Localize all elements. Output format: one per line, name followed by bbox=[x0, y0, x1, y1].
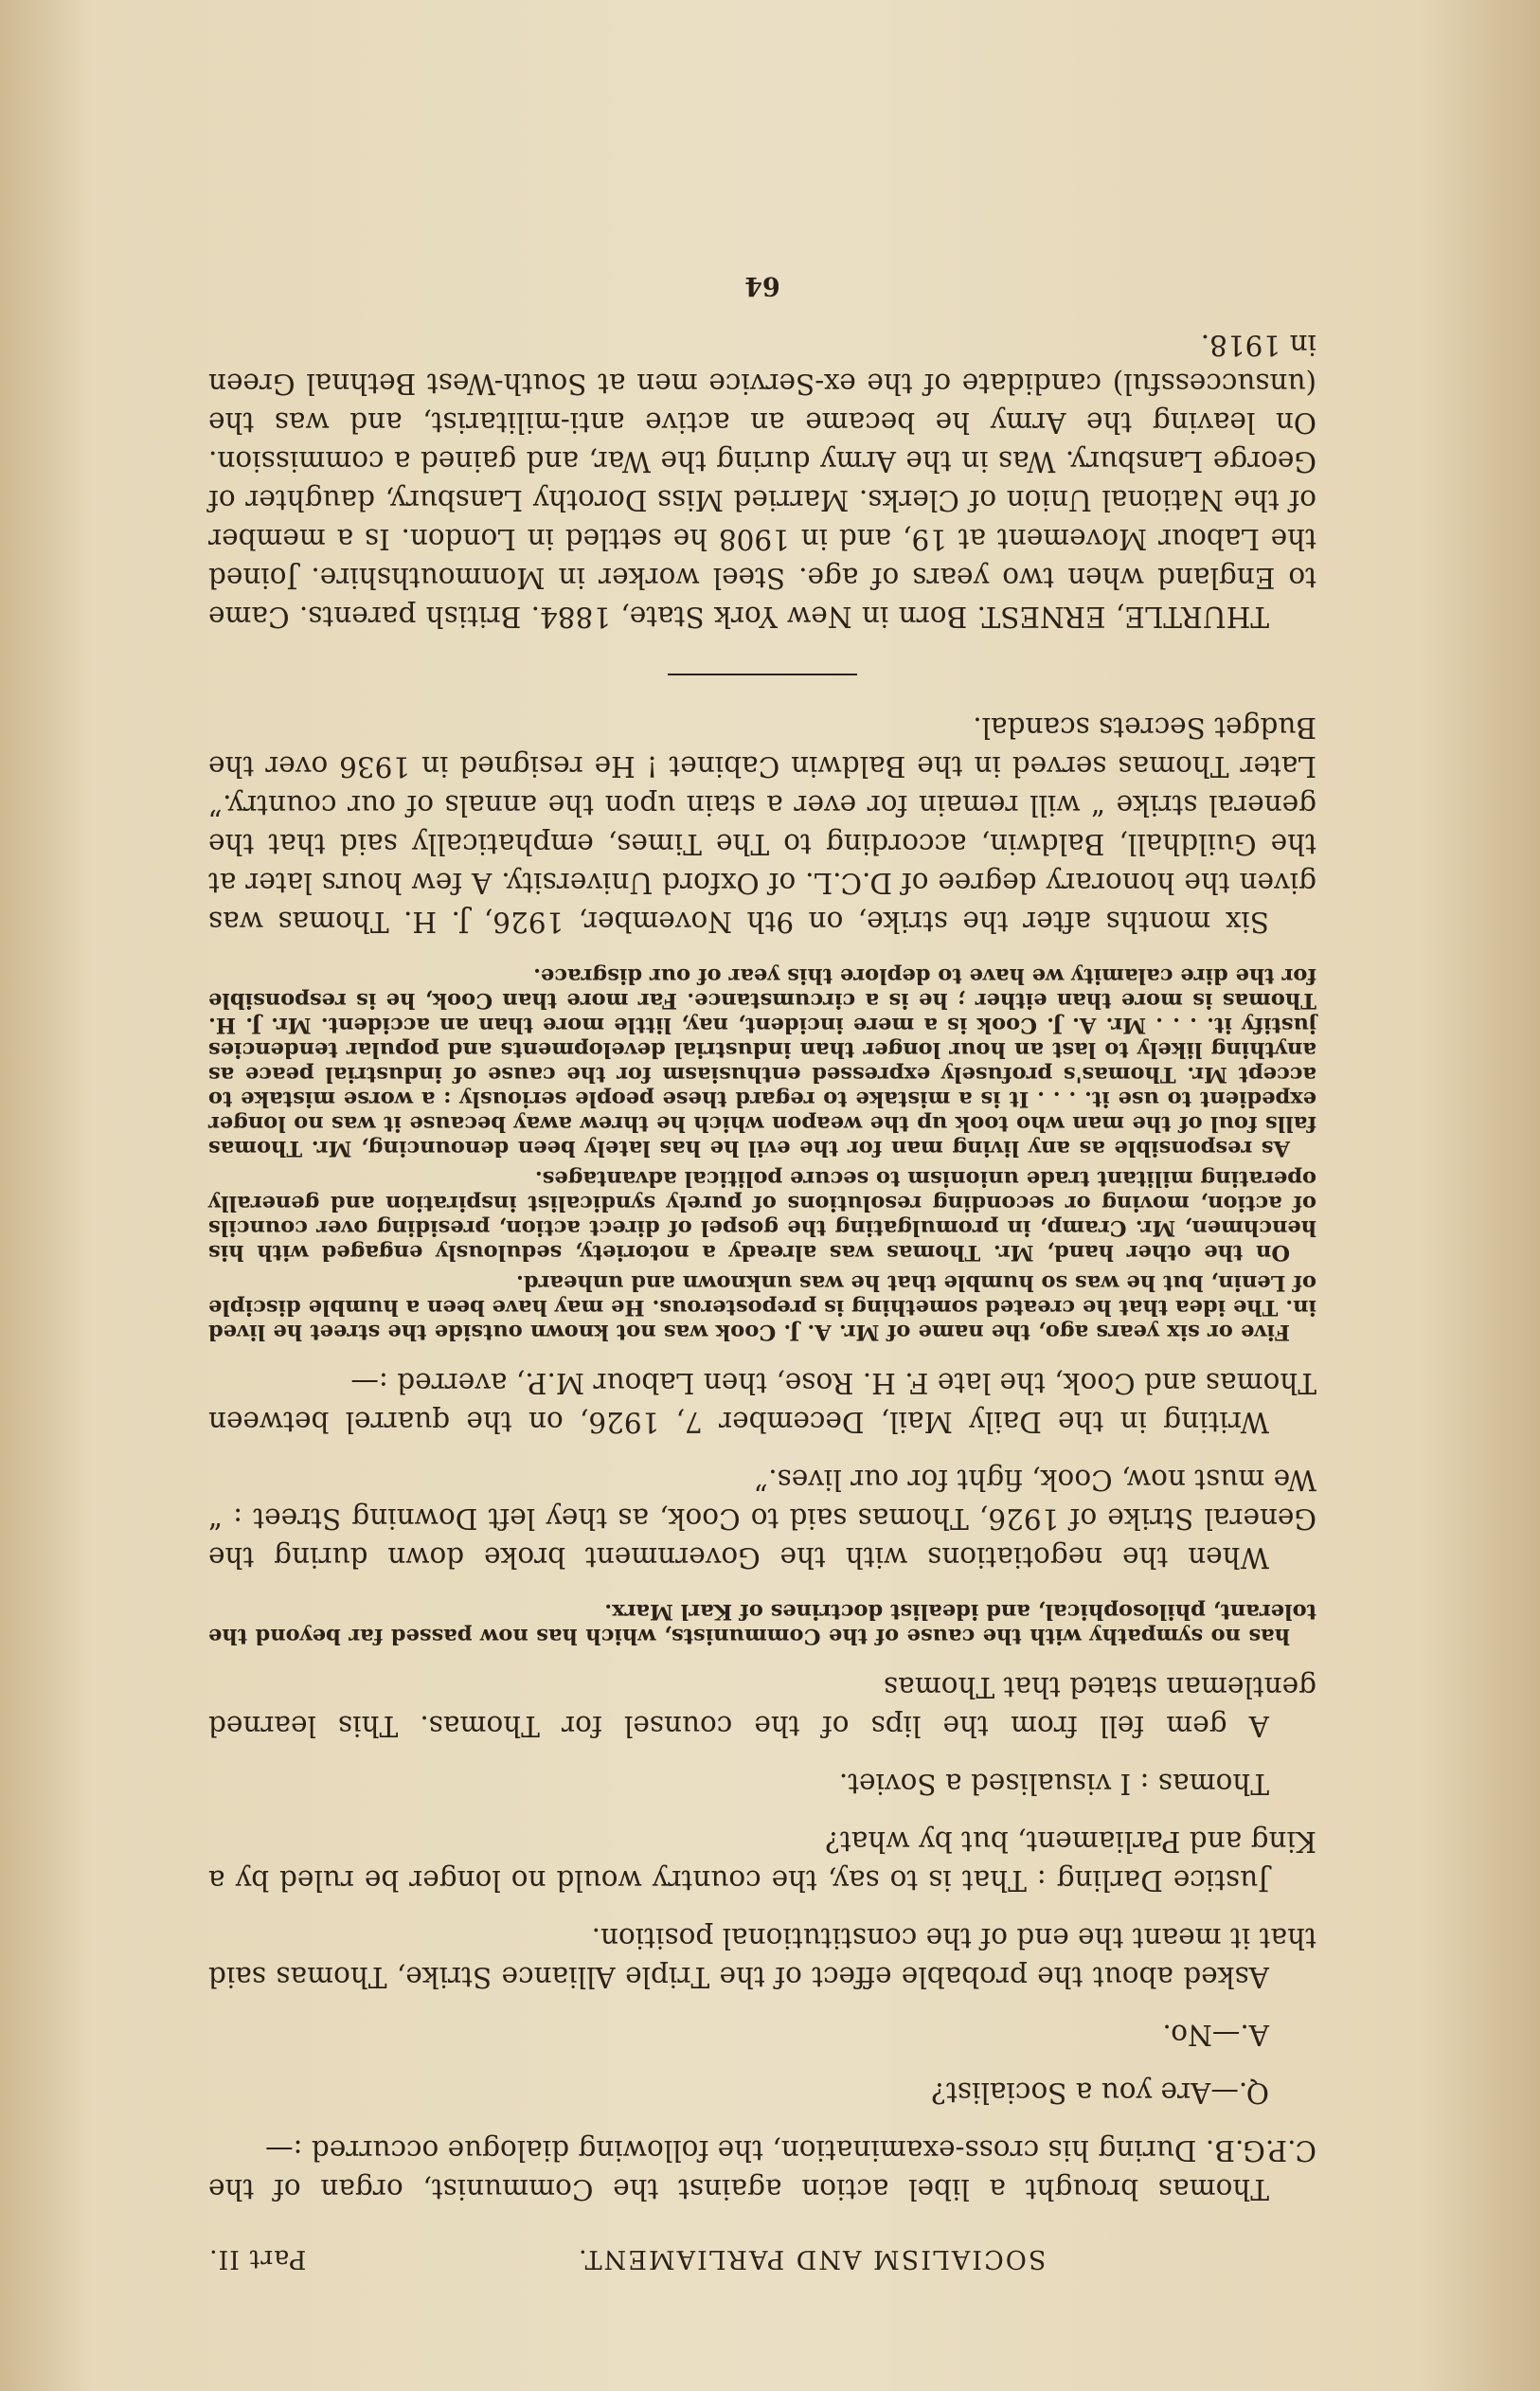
page-number: 64 bbox=[744, 271, 780, 300]
quote-responsible: As responsible as any living man for the evil he has lately been denouncing, Mr. Thomas falls foul of the man who took up the weapon which he threw away because it was no longer expedient to use it. . . . It is a mistake to regard these people seriously : a worse mistake to accept Mr. Thomas's profusely expressed enthusiasm for the cause of industrial peace as anything likely to last an hour longer than industrial developments and popular tendencies justify it. . . . Mr. A. J. Cook is a mere incident, nay, little more than an accident. Mr. J. H. Thomas is more than either ; he is a circumstance. Far more than Cook, he is responsible for the dire calamity we have to deplore this year of our disgrace. bbox=[208, 963, 1316, 1160]
quote-cook-unknown: Five or six years ago, the name of Mr. A. J. Cook was not known outside the street he lived in. The idea that he created something is preposterous. He may have been a humble disciple of Lenin, but he was so humble that he was unknown and unheard. bbox=[208, 1270, 1316, 1344]
running-head-part: Part II. bbox=[208, 2244, 307, 2274]
paragraph-counsel-gem: A gem fell from the lips of the counsel for Thomas. This learned gentleman stated that Thomas bbox=[208, 1671, 1316, 1742]
paragraph-justice-darling: Justice Darling : That is to say, the country would no longer be ruled by a King and Parliament, but by what? bbox=[208, 1825, 1316, 1897]
section-divider bbox=[668, 674, 857, 675]
paragraph-daily-mail: Writing in the Daily Mail, December 7, 1926, on the quarrel between Thomas and Cook, the late F. H. Rose, then Labour M.P., averred :— bbox=[208, 1367, 1316, 1438]
paragraph-libel-action: Thomas brought a libel action against the Communist, organ of the C.P.G.B. During his cross-examination, the following dialogue occurred :— bbox=[208, 2134, 1316, 2205]
paragraph-oxford-degree: Six months after the strike, on 9th November, 1926, J. H. Thomas was given the honorary degree of D.C.L. of Oxford University. A few hours later at the Guildhall, Baldwin, according to The Times, emphatically said that the general strike “ will remain for ever a stain upon the annals of our country.” Later Thomas served in the Baldwin Cabinet ! He resigned in 1936 over the Budget Secrets scandal. bbox=[208, 711, 1316, 938]
quote-thomas-notoriety: On the other hand, Mr. Thomas was already a notoriety, sedulously engaged with his henchmen, Mr. Cramp, in promulgating the gospel of direct action, presiding over councils of action, moving or seconding resolutions of purely syndicalist inspiration and generally operating militant trade unionism to secure political advantages. bbox=[208, 1166, 1316, 1265]
entry-thurtle-ernest: THURTLE, ERNEST. Born in New York State, 1884. British parents. Came to England when two years of age. Steel worker in Monmouthshire. Joined the Labour Movement at 19, and in 1908 he settled in London. Is a member of the National Union of Clerks. Married Miss Dorothy Lansbury, daughter of George Lansbury. Was in the Army during the War, and gained a commission. On leaving the Army he became an active anti-militarist, and was the (unsuccessful) candidate of the ex-Service men at South-West Bethnal Green in 1918. bbox=[208, 329, 1316, 633]
paragraph-general-strike: When the negotiations with the Government broke down during the General Strike of 1926, Thomas said to Cook, as they left Downing Street : “ We must now, Cook, fight for our lives.” bbox=[208, 1464, 1316, 1573]
dialogue-question: Q.—Are you a Socialist? bbox=[931, 2076, 1269, 2109]
running-head bbox=[208, 2244, 1316, 2274]
paragraph-thomas-soviet: Thomas : I visualised a Soviet. bbox=[838, 1768, 1269, 1800]
running-head-title: SOCIALISM AND PARLIAMENT. bbox=[576, 2244, 1047, 2274]
paragraph-triple-alliance: Asked about the probable effect of the Triple Alliance Strike, Thomas said that it meant the end of the constitutional position. bbox=[208, 1922, 1316, 1993]
quote-karl-marx: has no sympathy with the cause of the Communists, which has now passed far beyond the tolerant, philosophical, and idealist doctrines of Karl Marx. bbox=[208, 1599, 1316, 1648]
page-content-rotated bbox=[208, 142, 1316, 2274]
dialogue-answer: A.—No. bbox=[1162, 2019, 1269, 2051]
